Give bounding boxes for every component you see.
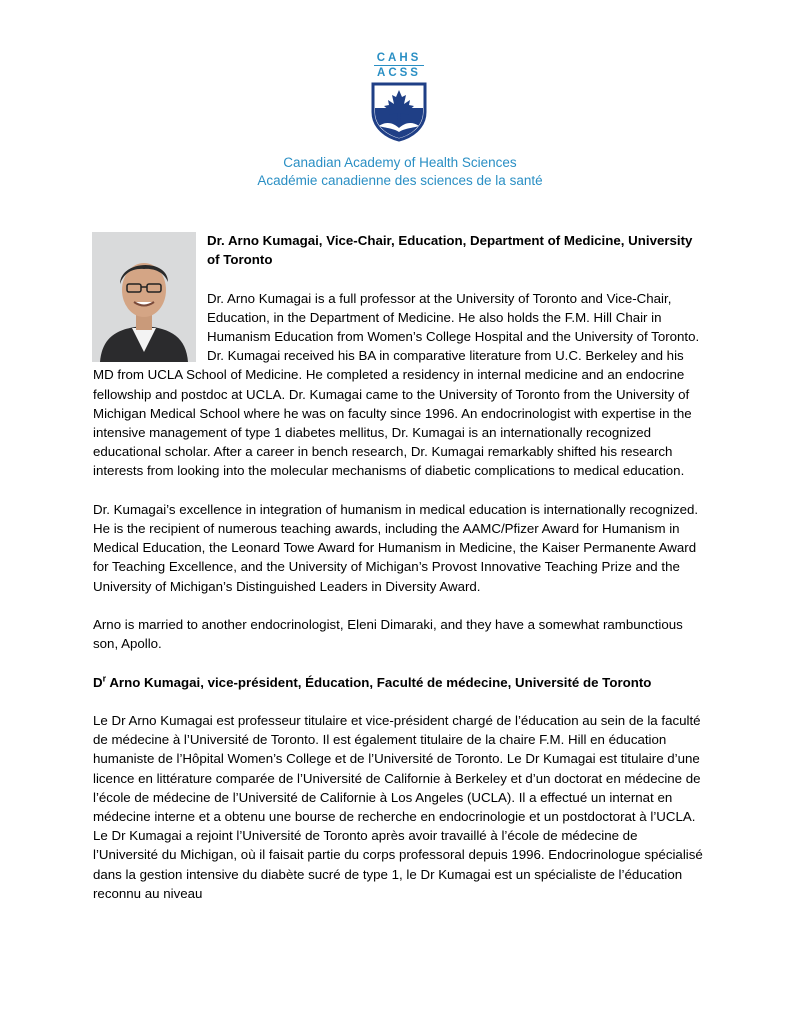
english-bio-title: Dr. Arno Kumagai, Vice-Chair, Education, Department of Medicine, University of Toronto <box>207 233 693 268</box>
french-title-prefix: D <box>93 674 103 690</box>
org-name-french: Académie canadienne des sciences de la santé <box>257 173 543 188</box>
english-bio-paragraph-3: Arno is married to another endocrinologist, Eleni Dimaraki, and they have a somewhat rambunctious son, Apollo. <box>93 617 683 652</box>
logo-divider <box>374 65 424 66</box>
english-bio-paragraph-2: Dr. Kumagai’s excellence in integration of humanism in medical education is internationally recognized. He is the recipient of numerous teaching awards, including the AAMC/Pfizer Award for Humanism in Medical Education, the Leonard Towe Award for Humanism in Medicine, the Kaiser Permanente Award for Teaching Excellence, and the University of Michigan’s Provost Innovative Teaching Prize and the University of Michigan’s Distinguished Leaders in Diversity Award. <box>93 501 699 594</box>
french-bio-title <box>93 673 703 692</box>
french-title-rest: Arno Kumagai, vice-président, Éducation, Faculté de médecine, Université de Toronto <box>106 674 652 690</box>
french-bio-paragraph-1: Le Dr Arno Kumagai est professeur titulaire et vice-président chargé de l’éducation au sein de la faculté de médecine à l’Université de Toronto. Il est également titulaire de la chaire F.M. Hill en éducation humaniste de l’Hôpital Women’s College et de l’Université de Toronto. Le Dr Kumagai est titulaire d’une licence en littérature comparée de l’Université de Californie à Berkeley et d’un doctorat en médecine de l’école de médecine de l’Université de Californie à Los Angeles (UCLA). Il a effectué un internat en médecine interne et a obtenu une bourse de recherche en endocrinologie et un postdoctorat à l’UCLA. Le Dr Kumagai a rejoint l’Université de Toronto après avoir travaillé à l’école de médecine de l’Université du Michigan, où il faisait partie du corps professoral depuis 1996. Endocrinologue spécialisé dans la gestion intensive du diabète sucré de type 1, le Dr Kumagai est un spécialiste de l’éducation reconnu au niveau <box>93 713 703 901</box>
logo-text-bottom: ACSS <box>377 67 421 79</box>
english-bio-paragraph-1: Dr. Arno Kumagai is a full professor at the University of Toronto and Vice-Chair, Education, in the Department of Medicine. He also holds the F.M. Hill Chair in Humanism Education from Women’s College Hospital and the University of Toronto. Dr. Kumagai received his BA in comparative literature from U.C. Berkeley and his MD from UCLA School of Medicine. He completed a residency in internal medicine and an endocrine fellowship and postdoc at UCLA. Dr. Kumagai came to the University of Toronto from the University of Michigan Medical School where he was on faculty since 1996. An endocrinologist with expertise in the intensive management of type 1 diabetes mellitus, Dr. Kumagai is an internationally recognized educational scholar. After a career in bench research, Dr. Kumagai remarkably shifted his research interests from looking into the molecular mechanisms of diabetic complications to medical education. <box>93 290 700 479</box>
logo-text-top: CAHS <box>376 52 422 64</box>
document-body <box>93 231 703 922</box>
maple-leaf-shield-icon <box>371 82 427 142</box>
cahs-logo <box>362 52 436 79</box>
org-name-english: Canadian Academy of Health Sciences <box>283 155 517 170</box>
french-title-superscript: r <box>102 673 107 684</box>
